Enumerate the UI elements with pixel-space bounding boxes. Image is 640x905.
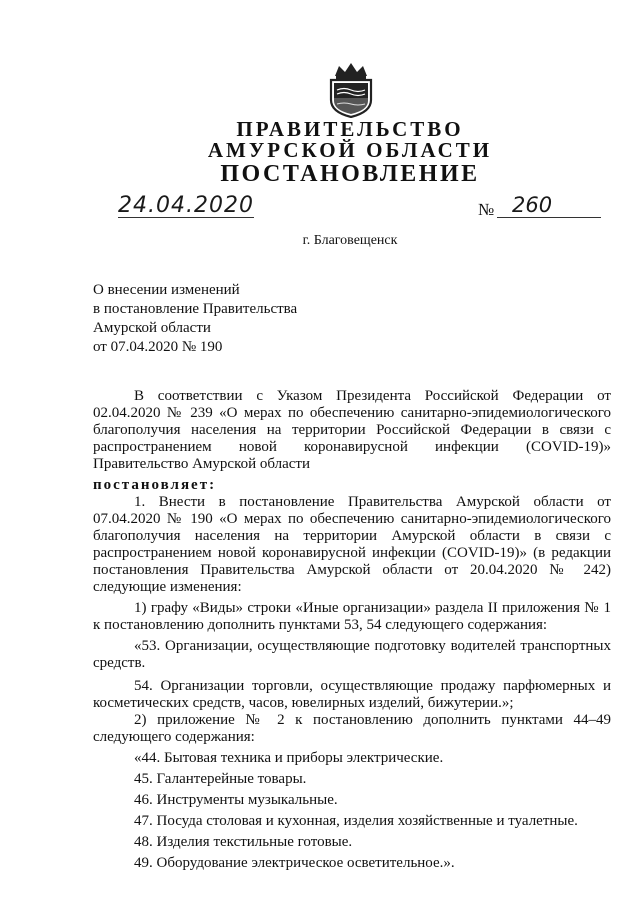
point-48: 48. Изделия текстильные готовые. <box>134 834 353 850</box>
subject-line: О внесении изменений <box>93 282 240 298</box>
point-47: 47. Посуда столовая и кухонная, изделия хозяйственные и туалетные. <box>134 813 578 829</box>
item-1: 1. Внести в постановление Правительства Амурской области от 07.04.2020 № 190 «О мерах по обеспечению санитарно-эпидемиологического благополучия населения на территории Амурской области в связи с распространением новой коронавирусной инфекции (COVID-19)» (в редакции постановления Правительства Амурской области от 20.04.2020 № 242) следующие изменения: <box>93 494 611 595</box>
coat-of-arms-emblem <box>325 60 377 118</box>
point-54: 54. Организации торговли, осуществляющие продажу парфюмерных и косметических средств, часов, ювелирных изделий, бижутерии.»; <box>93 678 611 711</box>
resolves-word: постановляет: <box>93 477 217 493</box>
point-53: «53. Организации, осуществляющие подготовку водителей транспортных средств. <box>93 638 611 671</box>
city-name: г. Благовещенск <box>302 233 398 248</box>
item-1-2: 2) приложение № 2 к постановлению дополнить пунктами 44–49 следующего содержания: <box>93 712 611 745</box>
number-label: № <box>478 200 495 219</box>
point-45: 45. Галантерейные товары. <box>134 771 307 787</box>
document-type: ПОСТАНОВЛЕНИЕ <box>220 161 480 187</box>
subject-line: от 07.04.2020 № 190 <box>93 339 223 355</box>
item-1-1: 1) графу «Виды» строки «Иные организации» раздела II приложения № 1 к постановлению дополнить пунктами 53, 54 следующего содержания: <box>93 600 611 633</box>
subject-line: Амурской области <box>93 320 211 336</box>
handwritten-number: 260 <box>512 193 553 217</box>
date-underline <box>118 217 254 218</box>
document-subject <box>93 281 297 357</box>
point-49: 49. Оборудование электрическое осветительное.». <box>134 855 455 871</box>
handwritten-date: 24.04.2020 <box>118 193 254 218</box>
document-body <box>93 388 611 872</box>
region-title: АМУРСКОЙ ОБЛАСТИ <box>207 138 493 162</box>
number-underline <box>497 217 601 218</box>
point-44: «44. Бытовая техника и приборы электрические. <box>134 750 444 766</box>
preamble-government: Правительство Амурской области <box>93 456 311 472</box>
subject-line: в постановление Правительства <box>93 301 298 317</box>
point-46: 46. Инструменты музыкальные. <box>134 792 338 808</box>
preamble: В соответствии с Указом Президента Российской Федерации от 02.04.2020 № 239 «О мерах по обеспечению санитарно-эпидемиологического благополучия населения на территории Российской Федерации в связи с распространением новой коронавирусной инфекции (COVID-19)» <box>93 388 611 455</box>
government-title: ПРАВИТЕЛЬСТВО <box>236 117 464 141</box>
